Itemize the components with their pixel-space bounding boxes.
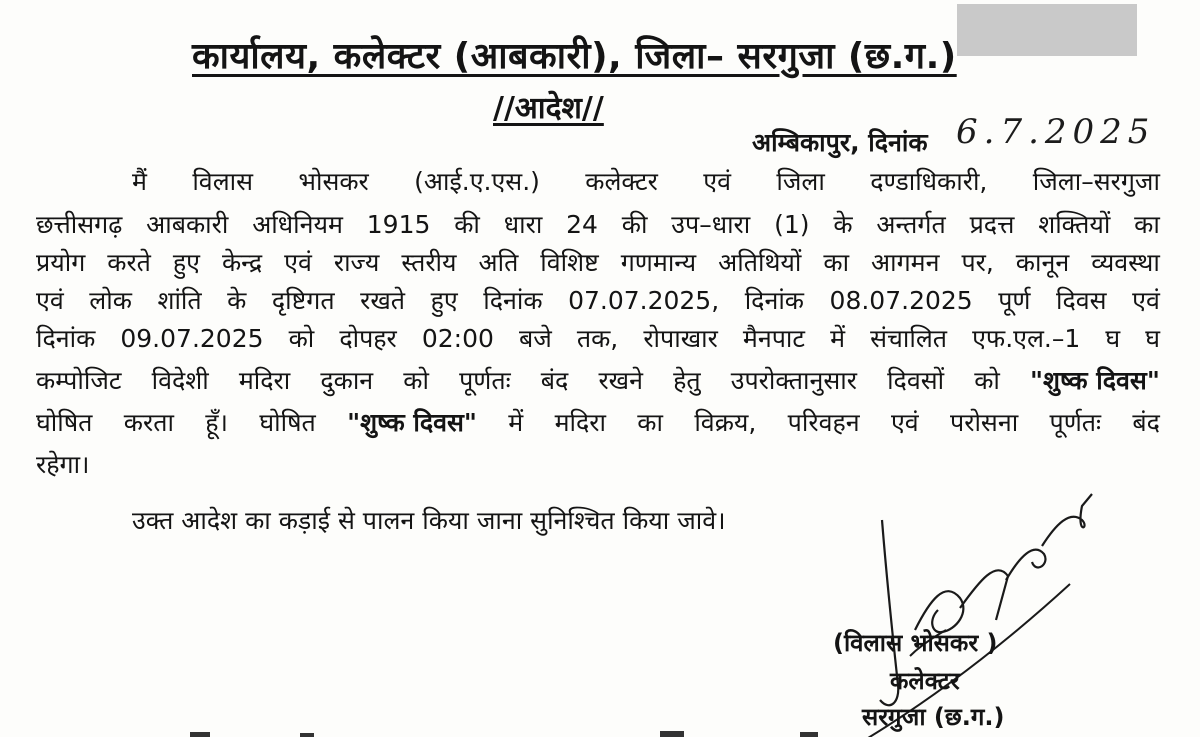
paragraph-word: करता [123,408,174,437]
paragraph-word: 02:00 [421,324,494,353]
handwritten-date: 6.7.2025 [956,112,1156,152]
paragraph-word: एवं [36,286,64,315]
paragraph-line [36,245,1160,281]
paragraph-word: विदेशी [151,366,209,395]
paragraph-line [36,207,1160,243]
paragraph-word: दुकान [320,366,374,395]
paragraph-word: शांति [157,286,202,315]
paragraph-word: हूँ। [205,408,229,437]
paragraph-word: में [508,408,524,437]
paragraph-word: गणमान्य [620,248,697,277]
signatory-name: (विलास भोसकर ) [833,629,998,657]
paragraph-word: कानून [1015,248,1070,277]
redacted-area [957,4,1137,56]
paragraph-word: भोसकर [298,167,369,196]
paragraph-word: को [403,366,429,395]
paragraph-word: पूर्णतः [459,366,511,395]
paragraph-word: बंद [1132,408,1160,437]
paragraph-word: रखने [598,366,644,395]
handwritten-signature [820,480,1110,737]
paragraph-word: का [823,248,850,277]
paragraph-word: छत्तीसगढ़ [36,210,123,239]
paragraph-word: घोषित [36,408,93,437]
paragraph-word: अन्तर्गत [876,210,946,239]
paragraph-word: घ [1105,324,1121,353]
paragraph-word: मैं [132,167,147,196]
paragraph-word: हुए [430,286,458,315]
paragraph-word: रोपाखार [643,324,718,353]
paragraph-word: दिनांक [744,286,805,315]
paragraph-word: आगमन [871,248,940,277]
paragraph-word: 24 [566,210,598,239]
paragraph-word: दोपहर [339,324,397,353]
paragraph-word: परोसना [950,408,1019,437]
paragraph-word: लोक [89,286,132,315]
paragraph-word: हेतु [673,366,701,395]
paragraph-word: 1915 [366,210,431,239]
paragraph-word: स्तरीय [401,248,457,277]
paragraph-word: अति [478,248,519,277]
paragraph-word: राज्य [333,248,380,277]
place-date-label: अम्बिकापुर, दिनांक [752,128,928,157]
paragraph-word: पर, [961,248,994,277]
compliance-instruction: उक्त आदेश का कड़ाई से पालन किया जाना सुनिश्चित किया जावे। [132,506,726,535]
paragraph-word: एवं [1132,286,1160,315]
paragraph-word: घोषित [259,408,316,437]
paragraph-word: 08.07.2025 [829,286,973,315]
signatory-district: सरगुजा (छ.ग.) [862,703,1005,731]
paragraph-word: मदिरा [238,366,291,395]
paragraph-word: की [454,210,480,239]
paragraph-word: का [637,408,663,437]
paragraph-word: में [830,324,846,353]
paragraph-word: मैनपाट [742,324,806,353]
paragraph-word: धारा [503,210,543,239]
paragraph-line [132,164,1160,200]
paragraph-word: बंद [540,366,569,395]
paragraph-word: कलेक्टर [585,167,658,196]
paragraph-word: दृष्टिगत [271,286,335,315]
paragraph-word: का [1134,210,1160,239]
paragraph-word: मदिरा [554,408,606,437]
paragraph-word: "शुष्क दिवस" [347,408,477,437]
paragraph-word: दिवस [1056,286,1107,315]
paragraph-word: पूर्णतः [1049,408,1102,437]
paragraph-word: को [288,324,315,353]
paragraph-word: उप–धारा [671,210,751,239]
paragraph-word: करते [107,248,151,277]
paragraph-word: उपरोक्तानुसार [730,366,857,395]
paragraph-word: बजे [518,324,552,353]
paragraph-word: जिला [776,167,825,196]
paragraph-word: के [227,286,247,315]
paragraph-word: विक्रय, [694,408,757,437]
paragraph-word: की [621,210,648,239]
paragraph-word: दिनांक [483,286,543,315]
paragraph-line [36,283,1160,319]
paragraph-word: को [974,366,1000,395]
paragraph-word: शक्तियों [1038,210,1111,239]
paragraph-word: दिनांक [36,324,96,353]
order-heading: //आदेश// [493,91,604,126]
paragraph-line [36,321,1160,357]
paragraph-word: तक, [576,324,619,353]
paragraph-word: हुए [172,248,201,277]
paragraph-word: प्रदत्त [969,210,1015,239]
paragraph-word: 07.07.2025, [568,286,720,315]
paragraph-word: दण्डाधिकारी, [870,167,988,196]
paragraph-word: एवं [890,408,919,437]
paragraph-word: दिवसों [887,366,945,395]
paragraph-word: एवं [703,167,731,196]
office-title: कार्यालय, कलेक्टर (आबकारी), जिला– सरगुजा (छ.ग.) [192,36,957,77]
paragraph-word: (आई.ए.एस.) [414,167,540,196]
paragraph-word: अधिनियम [252,210,343,239]
paragraph-word: (1) [774,210,810,239]
paragraph-word: विलास [192,167,254,196]
paragraph-word: आबकारी [146,210,229,239]
cut-off-text-fragment [180,728,880,737]
paragraph-last-line: रहेगा। [36,450,90,479]
signatory-designation: कलेक्टर [890,667,960,695]
paragraph-word: एवं [284,248,312,277]
paragraph-word: "शुष्क दिवस" [1030,366,1160,395]
paragraph-word: संचालित [870,324,948,353]
paragraph-word: केन्द्र [221,248,263,277]
paragraph-word: अतिथियों [718,248,802,277]
paragraph-word: कम्पोजिट [36,366,122,395]
paragraph-word: 09.07.2025 [120,324,264,353]
paragraph-word: घ [1145,324,1160,353]
paragraph-word: रखते [360,286,406,315]
paragraph-line [36,405,1160,441]
paragraph-word: पूर्ण [998,286,1031,315]
paragraph-word: एफ.एल.–1 [972,324,1081,353]
paragraph-word: परिवहन [787,408,860,437]
paragraph-word: विशिष्ट [540,248,599,277]
paragraph-line [36,363,1160,399]
paragraph-word: जिला–सरगुजा [1032,167,1160,196]
paragraph-word: प्रयोग [36,248,86,277]
paragraph-word: के [833,210,853,239]
paragraph-word: व्यवस्था [1091,248,1160,277]
